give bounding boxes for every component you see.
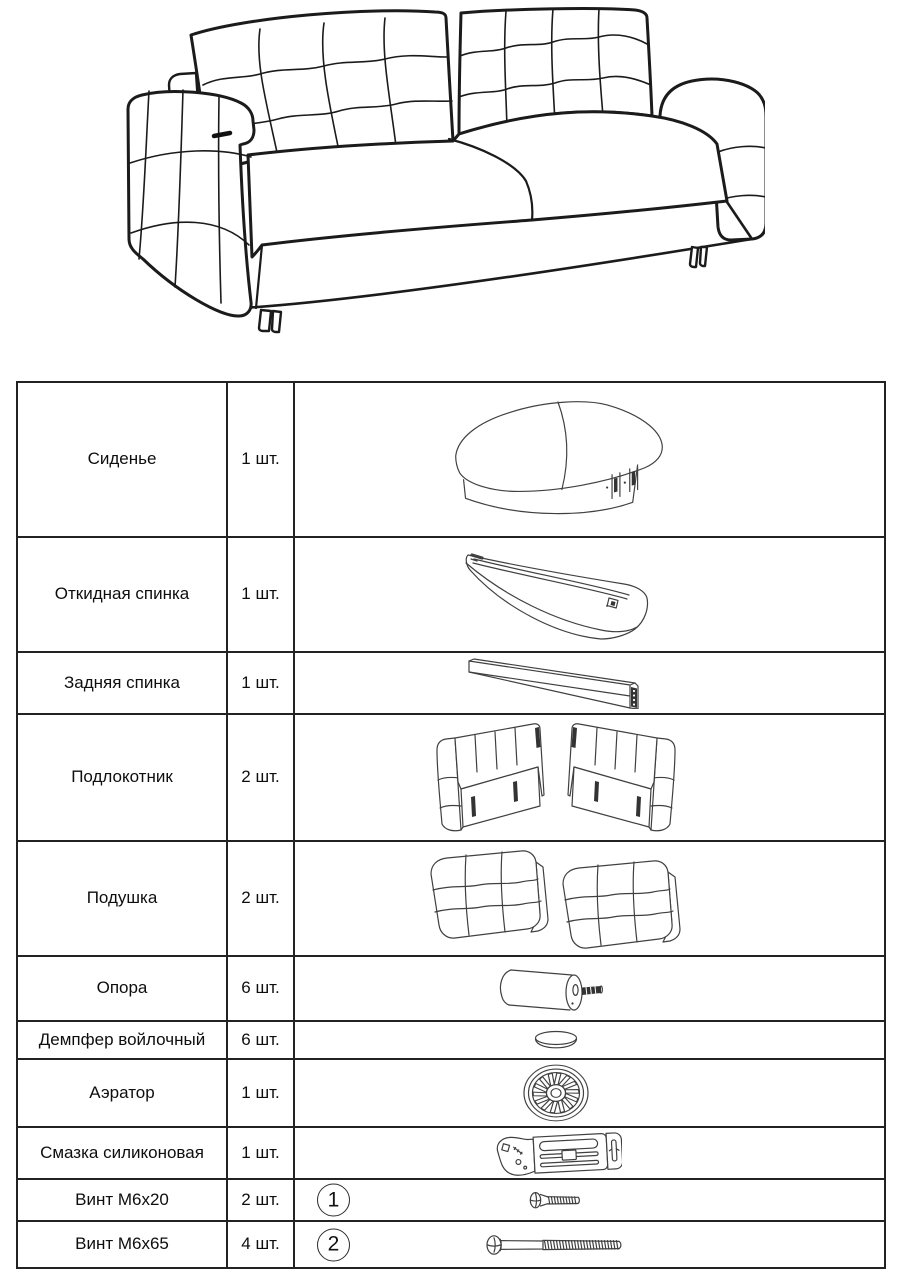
table-row — [18, 715, 884, 842]
silicone-grease-drawing — [490, 1129, 622, 1177]
table-row — [18, 538, 884, 653]
sofa-drawing — [115, 5, 765, 345]
part-image-cushions — [295, 842, 884, 957]
part-qty: 4 шт. — [228, 1222, 295, 1267]
part-qty: 6 шт. — [228, 1022, 295, 1060]
part-image-felt-damper — [295, 1022, 884, 1060]
table-row — [18, 1222, 884, 1267]
part-qty: 2 шт. — [228, 842, 295, 957]
table-row — [18, 842, 884, 957]
table-row — [18, 383, 884, 538]
cushions-drawing — [421, 848, 691, 950]
aerator-drawing — [521, 1062, 591, 1124]
rear-panel-drawing — [467, 657, 645, 709]
leg-support-drawing — [495, 963, 617, 1015]
part-qty: 2 шт. — [228, 1180, 295, 1222]
parts-table — [16, 381, 886, 1269]
part-qty: 2 шт. — [228, 715, 295, 842]
part-qty: 1 шт. — [228, 538, 295, 653]
table-row — [18, 1128, 884, 1180]
part-image-leg-support — [295, 957, 884, 1022]
part-name: Подлокотник — [18, 715, 228, 842]
part-name: Смазка силиконовая — [18, 1128, 228, 1180]
felt-damper-drawing — [532, 1030, 580, 1050]
part-name: Винт М6х20 — [18, 1180, 228, 1222]
marker-2-circle: 2 — [317, 1228, 350, 1261]
part-qty: 1 шт. — [228, 653, 295, 715]
part-qty: 6 шт. — [228, 957, 295, 1022]
folding-backrest-drawing — [461, 545, 651, 645]
part-name: Задняя спинка — [18, 653, 228, 715]
table-row — [18, 1180, 884, 1222]
screw-m6x65-drawing — [485, 1234, 627, 1256]
part-qty: 1 шт. — [228, 1060, 295, 1128]
part-image-silicone-grease — [295, 1128, 884, 1180]
part-image-folding-backrest — [295, 538, 884, 653]
table-row — [18, 1060, 884, 1128]
part-name: Откидная спинка — [18, 538, 228, 653]
part-name: Опора — [18, 957, 228, 1022]
armrest-drawing — [431, 720, 681, 835]
part-image-rear-panel — [295, 653, 884, 715]
seat-drawing — [438, 397, 674, 523]
part-image-aerator — [295, 1060, 884, 1128]
table-row — [18, 957, 884, 1022]
table-row — [18, 1022, 884, 1060]
part-name: Демпфер войлочный — [18, 1022, 228, 1060]
part-name: Аэратор — [18, 1060, 228, 1128]
table-row — [18, 653, 884, 715]
screw-m6x20-drawing — [528, 1191, 584, 1209]
marker-1-circle: 1 — [317, 1184, 350, 1217]
part-image-screw-m6x65 — [295, 1222, 884, 1267]
part-name: Сиденье — [18, 383, 228, 538]
part-image-screw-m6x20 — [295, 1180, 884, 1222]
part-image-armrest — [295, 715, 884, 842]
sofa-illustration — [115, 5, 765, 345]
part-qty: 1 шт. — [228, 1128, 295, 1180]
part-image-seat — [295, 383, 884, 538]
part-qty: 1 шт. — [228, 383, 295, 538]
part-name: Винт М6х65 — [18, 1222, 228, 1267]
part-name: Подушка — [18, 842, 228, 957]
